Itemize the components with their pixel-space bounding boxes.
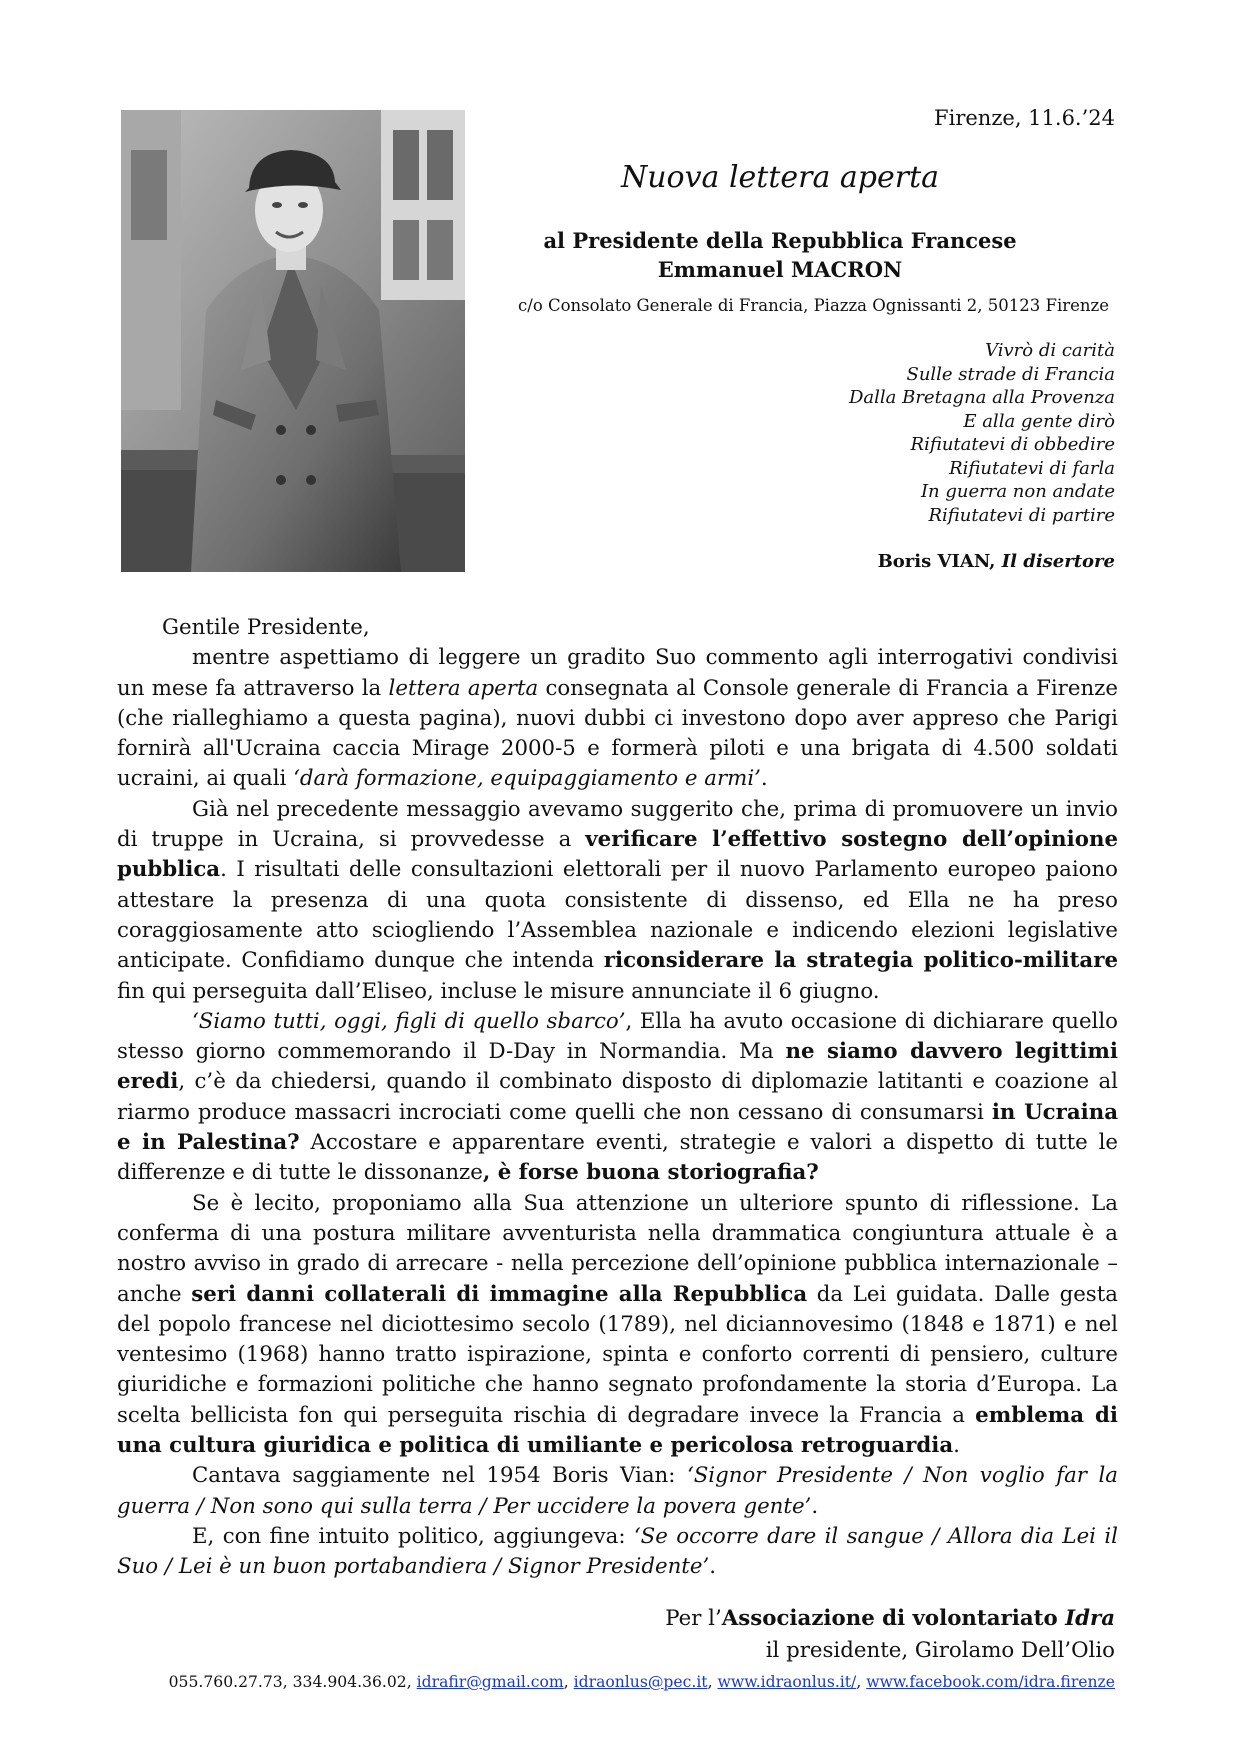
letter-title: Nuova lettera aperta: [620, 160, 940, 195]
poem-line: Rifiutatevi di obbedire: [910, 434, 1115, 455]
poem-attribution: [878, 551, 1115, 572]
poem-line: E alla gente dirò: [963, 410, 1115, 432]
letter-body: [117, 613, 1118, 1583]
text-run: , c’è da chiedersi, quando il combinato disposto di diplomazie latitanti e coazione al riarmo produce massacri incrociati come quelli che non cessano di consumarsi: [117, 1069, 1118, 1125]
text-run: . I risultati delle consultazioni elettorali per il nuovo Parlamento europeo paiono attestare la presenza di una quota consistente di dissenso, ed Ella ne ha preso coraggiosamente atto sciogliendo l’Assemblea nazionale e indicendo elezioni legislative anticipate. Confidiamo dunque che intenda: [117, 857, 1118, 974]
email-link[interactable]: idrafir@gmail.com: [416, 1673, 564, 1691]
phone-numbers: 055.760.27.73, 334.904.36.02,: [168, 1673, 417, 1691]
letter-date: Firenze, 11.6.’24: [934, 106, 1115, 130]
recipient-address: c/o Consolato Generale di Francia, Piazza Ognissanti 2, 50123 Firenze: [518, 296, 1109, 315]
text-run-bold: ne siamo davvero legittimi eredi: [117, 1039, 1119, 1095]
poem-line: Sulle strade di Francia: [906, 363, 1115, 385]
signature-role: il presidente, Girolamo Dell’Olio: [765, 1638, 1115, 1663]
paragraph-6: [117, 1522, 1118, 1583]
separator: ,: [856, 1673, 867, 1691]
separator: ,: [563, 1673, 574, 1691]
poem-line: In guerra non andate: [920, 481, 1115, 502]
text-run: mentre aspettiamo di leggere un gradito Suo commento agli interrogativi condivisi un mese fa attraverso la: [117, 645, 1118, 701]
text-run: , Ella ha avuto occasione di dichiarare quello stesso giorno commemorando il D-Day in Normandia. Ma: [117, 1008, 1118, 1065]
recipient-line-1: al Presidente della Repubblica Francese: [543, 228, 1017, 253]
signature-prefix: Per l’: [665, 1606, 722, 1631]
text-run-italic: lettera aperta: [388, 675, 539, 701]
text-run: consegnata al Console generale di Francia a Firenze (che rialleghiamo a questa pagina), nuovi dubbi ci investono dopo aver appreso che Parigi fornirà all'Ucraina caccia Mirage 2000-5 e formerà piloti e una brigata di 4.500 soldati ucraini, ai quali: [117, 675, 1118, 792]
poem-line: Dalla Bretagna alla Provenza: [848, 387, 1115, 408]
text-run-bold: , è forse buona storiografia?: [482, 1160, 819, 1186]
text-run: .: [953, 1433, 960, 1459]
text-run: da Lei guidata. Dalle gesta del popolo francese nel diciottesimo secolo (1789), nel diciannovesimo (1848 e 1871) e nel ventesimo (1968) hanno tratto ispirazione, spinta e conforto correnti di pensiero, culture giuridiche e formazioni politiche che hanno segnato profondamente la storia d’Europa. La scelta bellicista fon qui perseguita rischia di degradare invece la Francia a: [117, 1281, 1118, 1428]
text-run-italic: ‘Se occorre dare il sangue / Allora dia Lei il Suo / Lei è un buon portabandiera / Signor Presidente’: [117, 1523, 1118, 1580]
text-run-bold: seri danni collaterali di immagine alla Repubblica: [191, 1281, 808, 1307]
contact-line: [169, 1673, 1115, 1691]
recipient-block: [520, 226, 1040, 284]
text-run-italic: ‘darà formazione, equipaggiamento e armi’: [293, 766, 761, 792]
boris-vian-photo: [121, 110, 465, 572]
text-run: Accostare e apparentare eventi, strategie e valori a dispetto di tutte le differenze e di tutte le dissonanze: [117, 1130, 1119, 1186]
paragraph-4: [117, 1189, 1118, 1462]
recipient-line-2: Emmanuel MACRON: [657, 257, 903, 282]
poem-line: Rifiutatevi di partire: [928, 504, 1115, 526]
text-run-italic: ‘Siamo tutti, oggi, figli di quello sbarco’: [192, 1008, 626, 1034]
website-link[interactable]: www.idraonlus.it/: [717, 1673, 857, 1691]
separator: ,: [707, 1673, 718, 1691]
paragraph-5: [117, 1461, 1118, 1522]
text-run-bold: riconsiderare la strategia politico-militare: [603, 948, 1119, 974]
text-run: Cantava saggiamente nel 1954 Boris Vian:: [192, 1463, 687, 1489]
association-label: Associazione di volontariato: [721, 1606, 1066, 1631]
poem-line: Rifiutatevi di farla: [949, 457, 1115, 479]
poem-author: Boris VIAN,: [877, 551, 996, 572]
pec-email-link[interactable]: idraonlus@pec.it: [573, 1673, 708, 1691]
text-run-bold: in Ucraina e in Palestina?: [117, 1099, 1118, 1156]
text-run: .: [811, 1493, 819, 1519]
text-run: Se è lecito, proponiamo alla Sua attenzione un ulteriore spunto di riflessione. La conferma di una postura militare avventurista nella drammatica congiuntura attuale è a nostro avviso in grado di arrecare - nella percezione dell’opinione pubblica internazionale – anche: [117, 1190, 1118, 1307]
text-run-bold: emblema di una cultura giuridica e politica di umiliante e pericolosa retroguardia: [117, 1402, 1118, 1459]
association-name: Idra: [1065, 1606, 1115, 1631]
paragraph-1: [117, 643, 1118, 794]
paragraph-2: [117, 795, 1118, 1007]
text-run-italic: ‘Signor Presidente / Non voglio far la guerra / Non sono qui sulla terra / Per uccidere la povera gente’: [117, 1463, 1119, 1519]
text-run: Già nel precedente messaggio avevamo suggerito che, prima di promuovere un invio di truppe in Ucraina, si provvedesse a: [117, 796, 1118, 853]
text-run: E, con fine intuito politico, aggiungeva:: [192, 1523, 634, 1549]
paragraph-3: [117, 1007, 1118, 1189]
salutation: Gentile Presidente,: [162, 615, 370, 640]
text-run-bold: verificare l’effettivo sostegno dell’opinione pubblica: [117, 827, 1118, 883]
poem-work: Il disertore: [1001, 551, 1115, 572]
signature-association: [665, 1606, 1115, 1631]
poem-epigraph: [849, 339, 1115, 527]
facebook-link[interactable]: www.facebook.com/idra.firenze: [866, 1673, 1115, 1691]
poem-line: Vivrò di carità: [985, 340, 1115, 361]
text-run: .: [760, 766, 768, 792]
text-run: .: [709, 1554, 717, 1580]
text-run: fin qui perseguita dall’Eliseo, incluse le misure annunciate il 6 giugno.: [117, 978, 880, 1004]
